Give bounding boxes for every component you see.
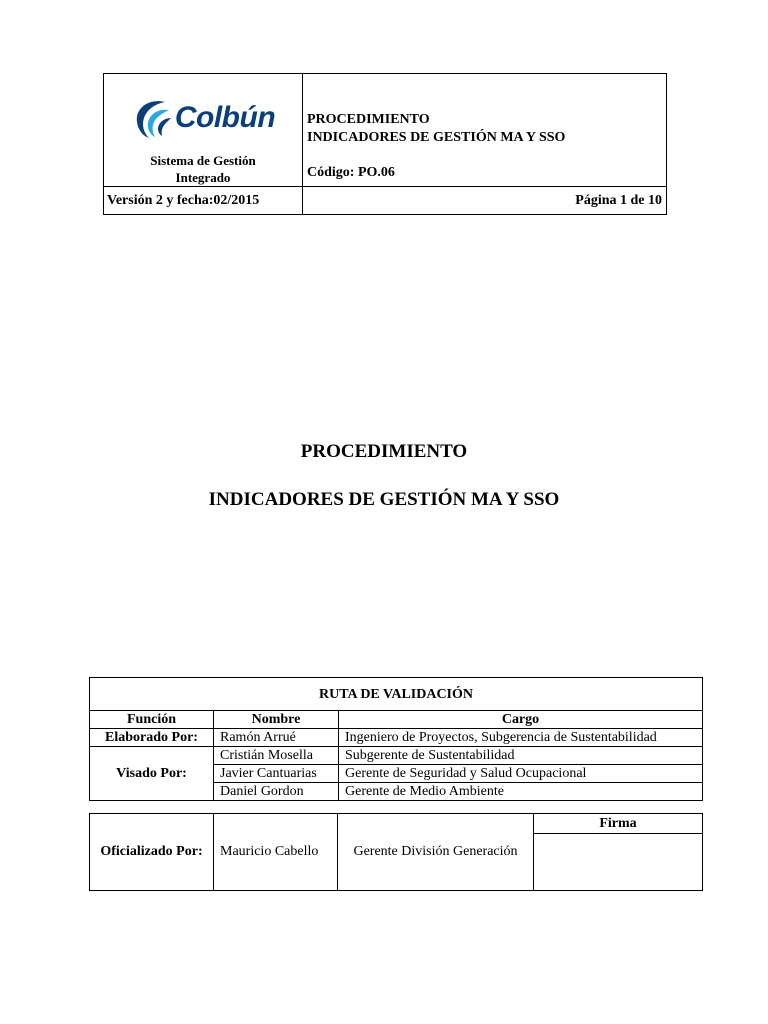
visado-nombre: Cristián Mosella xyxy=(214,747,339,765)
document-header xyxy=(103,73,667,215)
header-nombre: Nombre xyxy=(214,711,339,729)
logo-wordmark: Colbún xyxy=(174,101,276,134)
procedure-info-cell xyxy=(303,74,667,187)
elaborado-nombre: Ramón Arrué xyxy=(214,729,339,747)
validation-table-title: RUTA DE VALIDACIÓN xyxy=(90,678,703,711)
visado-cargo: Gerente de Medio Ambiente xyxy=(339,783,703,801)
visado-funcion: Visado Por: xyxy=(90,747,214,801)
logo-cell xyxy=(104,74,303,187)
system-name-line2: Integrado xyxy=(175,170,231,185)
oficializado-cargo: Gerente División Generación xyxy=(338,814,534,891)
document-subtitle: INDICADORES DE GESTIÓN MA Y SSO xyxy=(208,489,560,510)
document-title: PROCEDIMIENTO xyxy=(300,441,468,462)
visado-nombre: Javier Cantuarias xyxy=(214,765,339,783)
validation-route-table xyxy=(89,677,703,801)
oficializado-nombre: Mauricio Cabello xyxy=(214,814,338,891)
procedure-name: INDICADORES DE GESTIÓN MA Y SSO xyxy=(307,130,566,145)
version-date: Versión 2 y fecha:02/2015 xyxy=(104,187,303,215)
system-name xyxy=(104,152,302,186)
page-number: Página 1 de 10 xyxy=(303,187,667,215)
visado-cargo: Subgerente de Sustentabilidad xyxy=(339,747,703,765)
logo-swoosh-icon xyxy=(131,96,173,140)
oficializado-table xyxy=(89,813,703,891)
oficializado-funcion: Oficializado Por: xyxy=(90,814,214,891)
visado-cargo: Gerente de Seguridad y Salud Ocupacional xyxy=(339,765,703,783)
table-row xyxy=(90,747,703,765)
elaborado-funcion: Elaborado Por: xyxy=(90,729,214,747)
header-funcion: Función xyxy=(90,711,214,729)
firma-header: Firma xyxy=(534,814,703,834)
firma-signature-box xyxy=(534,834,703,891)
system-name-line1: Sistema de Gestión xyxy=(150,153,256,168)
visado-nombre: Daniel Gordon xyxy=(214,783,339,801)
table-row xyxy=(90,729,703,747)
procedure-label: PROCEDIMIENTO xyxy=(307,112,430,127)
elaborado-cargo: Ingeniero de Proyectos, Subgerencia de Sustentabilidad xyxy=(339,729,703,747)
procedure-code: Código: PO.06 xyxy=(307,165,395,180)
header-cargo: Cargo xyxy=(339,711,703,729)
company-logo xyxy=(104,92,302,144)
